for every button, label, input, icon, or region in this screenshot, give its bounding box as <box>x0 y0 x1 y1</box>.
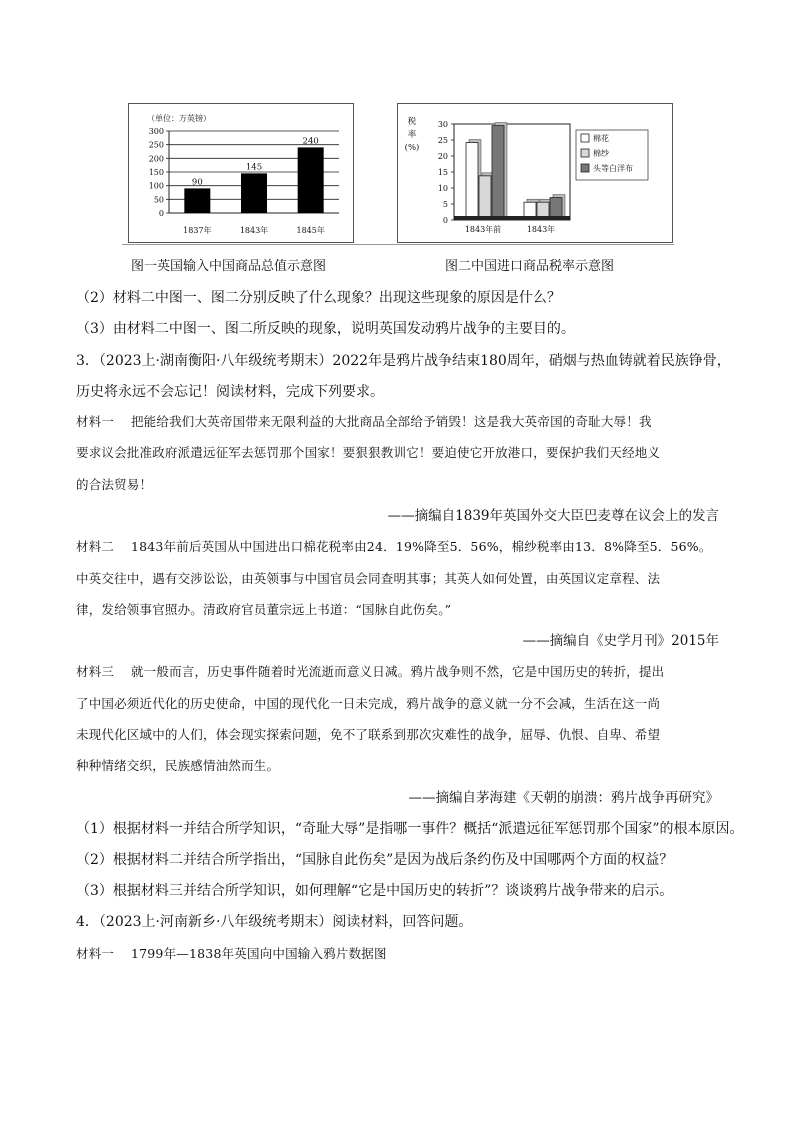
fig1-unit-label: （单位：万英镑） <box>147 114 211 123</box>
fig2-legend-label: 棉花 <box>593 134 609 143</box>
fig1-y-tick-label: 250 <box>148 140 164 150</box>
fig1-data-label: 240 <box>302 136 319 147</box>
material-3-source: ——摘编自茅海建《天朝的崩溃：鸦片战争再研究》 <box>408 790 719 806</box>
fig2-y-tick-label: 15 <box>437 168 448 177</box>
fig1-y-tick-label: 150 <box>148 168 164 177</box>
question-3-intro-2: 历史将永远不会忘记！阅读材料，完成下列要求。 <box>76 384 384 400</box>
fig2-y-tick-label: 30 <box>437 120 448 129</box>
fig2-floor <box>454 216 570 220</box>
figure-1-chart <box>128 103 354 243</box>
question-2-2: （2）材料二中图一、图二分别反映了什么现象？出现这些现象的原因是什么？ <box>76 290 561 306</box>
fig1-category-label: 1843年 <box>239 226 269 235</box>
figure-1-svg <box>129 104 353 242</box>
fig2-y-tick-label: 10 <box>437 184 448 193</box>
material-3-line-3: 未现代化区域中的人们，体会现实探索问题，免不了联系到那次灾难性的战争，屈辱、仇恨、自卑、希望 <box>76 727 661 742</box>
question-3-sub-3: （3）根据材料三并结合所学知识，如何理解“它是中国历史的转折”？谈谈鸦片战争带来的启示。 <box>76 883 674 899</box>
fig1-data-label: 145 <box>245 162 263 173</box>
fig2-bar <box>479 176 491 220</box>
fig2-category-label: 1843年 <box>526 225 556 234</box>
fig1-y-tick-label: 300 <box>148 127 164 136</box>
fig2-legend-swatch <box>581 134 589 142</box>
question-2-3: （3）由材料二中图一、图二所反映的现象，说明英国发动鸦片战争的主要目的。 <box>76 321 575 337</box>
fig1-bar <box>241 173 267 213</box>
material-1-line-2: 要求议会批准政府派遣远征军去惩罚那个国家！要狠狠教训它！要迫使它开放港口，要保护我们天经地义 <box>76 445 661 460</box>
fig2-y-tick-label: 25 <box>437 136 448 145</box>
fig2-ylabel-char: (%) <box>404 143 420 153</box>
figure-2-svg <box>398 104 672 242</box>
fig2-bar <box>466 143 478 220</box>
figure-baseline-rule <box>122 244 674 245</box>
fig2-legend-swatch <box>581 164 589 172</box>
fig2-y-tick-label: 0 <box>442 216 448 225</box>
figure-1-caption: 图一英国输入中国商品总值示意图 <box>131 259 327 274</box>
figure-2-chart <box>397 103 673 243</box>
fig1-y-tick-label: 50 <box>153 195 164 205</box>
fig2-legend-swatch <box>581 149 589 157</box>
material-3-line-1: 材料三 就一般而言，历史事件随着时光流逝而意义日减。鸦片战争则不然，它是中国历史的转折，提出 <box>76 664 665 679</box>
fig1-bar <box>298 147 324 213</box>
material-3-line-4: 种种情绪交织，民族感情油然而生。 <box>76 758 280 773</box>
fig2-y-tick-label: 20 <box>437 152 448 161</box>
figure-2-caption: 图二中国进口商品税率示意图 <box>445 259 615 274</box>
question-3-sub-1: （1）根据材料一并结合所学知识，“奇耻大辱”是指哪一事件？概括“派遣远征军惩罚那个国家”的根本原因。 <box>76 821 744 837</box>
fig2-y-tick-label: 5 <box>442 200 448 209</box>
fig1-y-tick-label: 0 <box>158 209 164 218</box>
question-4-material-1: 材料一 1799年—1838年英国向中国输入鸦片数据图 <box>76 946 387 961</box>
fig1-category-label: 1845年 <box>296 226 325 235</box>
fig2-category-label: 1843年前 <box>464 225 502 234</box>
question-4-intro: 4．（2023上·河南新乡·八年级统考期末）阅读材料，回答问题。 <box>76 914 473 930</box>
material-2-line-3: 律，发给领事官照办。清政府官员董宗远上书道：“国脉自此伤矣。” <box>76 602 452 617</box>
material-1-line-1: 材料一 把能给我们大英帝国带来无限利益的大批商品全部给予销毁！这是我大英帝国的奇耻大辱！我 <box>76 414 652 429</box>
fig2-bar <box>492 126 504 220</box>
fig2-legend-label: 头等白洋布 <box>593 164 633 173</box>
fig2-ylabel-char: 率 <box>407 130 417 140</box>
question-3-intro-1: 3．（2023上·湖南衡阳·八年级统考期末）2022年是鸦片战争结束180周年，硝烟与热血铸就着民族铮骨， <box>76 353 731 369</box>
fig1-y-tick-label: 200 <box>148 154 164 164</box>
fig1-bar <box>184 188 210 213</box>
question-3-sub-2: （2）根据材料二并结合所学指出，“国脉自此伤矣”是因为战后条约伤及中国哪两个方面的权益？ <box>76 852 674 868</box>
material-1-line-3: 的合法贸易！ <box>76 477 153 492</box>
fig1-y-tick-label: 100 <box>148 181 164 191</box>
material-2-line-2: 中英交往中，遇有交涉讼讼，由英领事与中国官员会同查明其事；其英人如何处置，由英国议定章程、法 <box>76 571 661 586</box>
fig1-data-label: 90 <box>191 177 203 188</box>
fig2-ylabel-char: 税 <box>407 117 417 127</box>
material-2-source: ——摘编自《史学月刊》2015年 <box>522 633 719 649</box>
fig1-category-label: 1837年 <box>183 226 212 235</box>
material-2-line-1: 材料二 1843年前后英国从中国进出口棉花税率由24．19%降至5．56%，棉纱税率由13．8%降至5．56%。 <box>76 539 712 554</box>
material-3-line-2: 了中国必须近代化的历史使命，中国的现代化一日未完成，鸦片战争的意义就一分不会减，生活在这一尚 <box>76 696 661 711</box>
material-1-source: ——摘编自1839年英国外交大臣巴麦尊在议会上的发言 <box>387 508 719 524</box>
fig2-legend-label: 棉纱 <box>593 149 609 158</box>
